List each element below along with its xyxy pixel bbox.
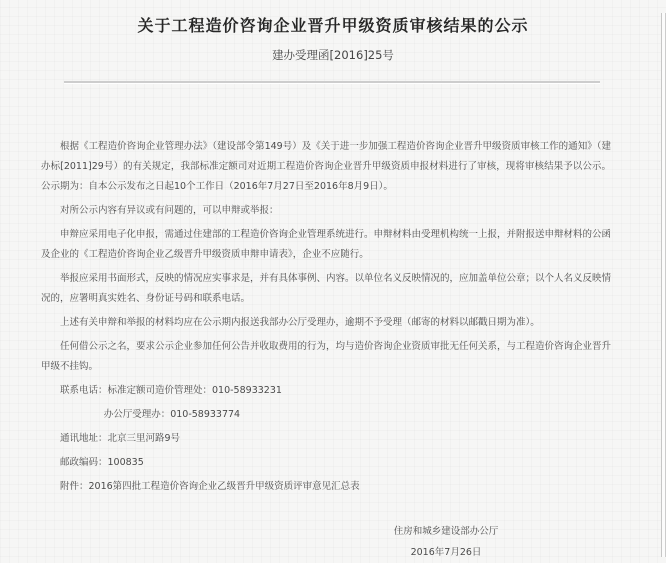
document-body: [41, 137, 611, 501]
para-appeal-method: 申辩应采用电子化申报，需通过住建部的工程造价咨询企业管理系统进行。申辩材料由受理机构统一上报，并附报送申辩材料的公函及企业的《工程造价咨询企业乙级晋升甲级资质申辩申请表》，企业不应随行。: [41, 229, 612, 260]
page-title: 关于工程造价咨询企业晋升甲级资质审核结果的公示: [137, 16, 529, 35]
para-basis: 根据《工程造价咨询企业管理办法》（建设部令第149号）及《关于进一步加强工程造价咨询企业晋升甲级资质审核工作的通知》（建办标[2011]29号）的有关规定，我部标准定额司对近期工程造价咨询企业晋升甲级资质申报材料进行了审核，现将审核结果予以公示。公示期为：自本公示发布之日起10个工作日（2016年7月27日至2016年8月9日）。: [41, 141, 611, 192]
doc-number: 建办受理函[2016]25号: [272, 48, 394, 62]
signature-date: 2016年7月26日: [410, 547, 482, 558]
contact-phone-line: 联系电话：标准定额司造价管理处：010-58933231: [60, 385, 282, 396]
contact-postal: 邮政编码：100835: [60, 457, 144, 468]
contact-address: 通讯地址：北京三里河路9号: [60, 433, 181, 444]
para-report-format: 举报应采用书面形式，反映的情况应实事求是，并有具体事例、内容。以单位名义反映情况的，应加盖单位公章；以个人名义反映情况的，应署明真实姓名、身份证号码和联系电话。: [41, 273, 612, 304]
para-objection-intro: 对所公示内容有异议或有问题的，可以申辩或举报：: [60, 205, 279, 216]
signature-org: 住房和城乡建设部办公厅: [393, 526, 499, 537]
para-deadline: 上述有关申辩和举报的材料均应在公示期内报送我部办公厅受理办，逾期不予受理（邮寄的材料以邮戳日期为准）。: [60, 317, 540, 328]
attachment-line: 附件：2016第四批工程造价咨询企业乙级晋升甲级资质评审意见汇总表: [60, 481, 360, 492]
announcement-page: [0, 13, 666, 557]
para-disclaimer: 任何借公示之名，要求公示企业参加任何公告并收取费用的行为，均与造价咨询企业资质审批无任何关系，与工程造价咨询企业晋升甲级不挂钩。: [41, 341, 612, 372]
contact-office-line: 办公厅受理办：010-58933774: [103, 409, 241, 420]
signature-block: [368, 521, 524, 563]
page-right-border: [661, 13, 666, 557]
title-divider: [64, 81, 600, 84]
